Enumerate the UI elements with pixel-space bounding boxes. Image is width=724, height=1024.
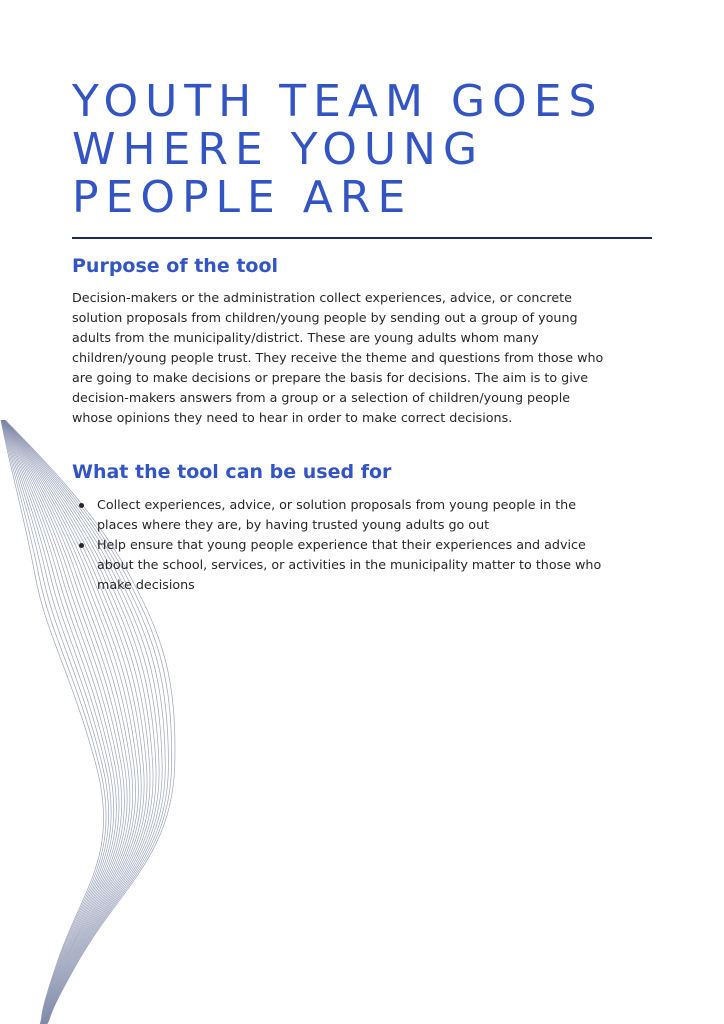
paragraph-line: solution proposals from children/young people by sending out a group of young [72,310,578,325]
list-item [72,535,662,595]
title-line: PEOPLE ARE [72,172,413,223]
page-title [72,78,672,222]
uses-list [72,495,662,595]
paragraph-line: decision-makers answers from a group or a selection of children/young people [72,390,571,405]
list-item-line: Collect experiences, advice, or solution proposals from young people in the [97,497,577,512]
paragraph-line: are going to make decisions or prepare the basis for decisions. The aim is to give [72,370,589,385]
paragraph-line: children/young people trust. They receive the theme and questions from those who [72,350,604,365]
purpose-heading: Purpose of the tool [72,255,279,277]
bullet-icon [79,503,84,508]
list-item-line: about the school, services, or activities in the municipality matter to those who [97,557,602,572]
paragraph-line: whose opinions they need to hear in order to make correct decisions. [72,410,513,425]
list-item-line: make decisions [97,577,195,592]
list-item-line: places where they are, by having trusted young adults go out [97,517,490,532]
title-divider [72,237,652,239]
purpose-paragraph [72,288,662,428]
paragraph-line: Decision-makers or the administration collect experiences, advice, or concrete [72,290,572,305]
title-line: YOUTH TEAM GOES [72,76,604,127]
list-item [72,495,662,535]
uses-heading: What the tool can be used for [72,461,392,483]
paragraph-line: adults from the municipality/district. These are young adults whom many [72,330,539,345]
list-item-line: Help ensure that young people experience that their experiences and advice [97,537,586,552]
title-line: WHERE YOUNG [72,124,485,175]
bullet-icon [79,543,84,548]
